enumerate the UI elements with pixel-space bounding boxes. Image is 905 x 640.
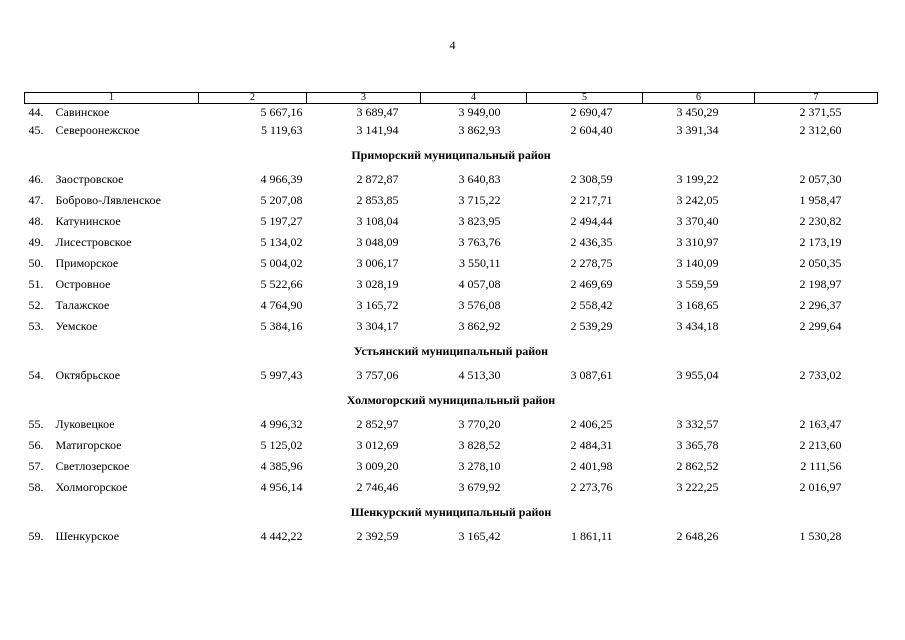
settlement-name: Уемское bbox=[55, 319, 98, 333]
value-cell-col-6: 3 222,25 bbox=[676, 480, 719, 494]
table-body bbox=[25, 104, 878, 548]
column-header: 2 bbox=[199, 93, 307, 104]
row-number: 53. bbox=[28, 319, 44, 333]
value-cell-col-6: 3 370,40 bbox=[676, 214, 719, 228]
value-cell-col-7: 2 371,55 bbox=[799, 105, 842, 119]
settlement-cell bbox=[25, 414, 199, 435]
data-table bbox=[24, 92, 878, 547]
settlement-cell bbox=[25, 232, 199, 253]
value-cell-col-7: 2 057,30 bbox=[799, 172, 842, 186]
settlement-cell bbox=[25, 295, 199, 316]
value-cell-col-2: 4 996,32 bbox=[260, 417, 303, 431]
value-cell-col-3: 3 304,17 bbox=[356, 319, 399, 333]
value-cell-col-2: 5 667,16 bbox=[260, 105, 303, 119]
settlement-name: Боброво-Лявленское bbox=[55, 193, 161, 207]
value-cell-col-3: 3 009,20 bbox=[356, 459, 399, 473]
value-cell-col-3: 2 853,85 bbox=[356, 193, 399, 207]
column-header: 7 bbox=[755, 93, 878, 104]
value-cell-col-6: 3 450,29 bbox=[676, 105, 719, 119]
table-row bbox=[25, 211, 878, 232]
row-number: 52. bbox=[28, 298, 44, 312]
value-cell-col-4: 3 763,76 bbox=[458, 235, 501, 249]
row-number: 55. bbox=[28, 417, 44, 431]
district-section-header bbox=[25, 498, 878, 526]
value-cell-col-7: 2 111,56 bbox=[800, 459, 842, 473]
value-cell-col-2: 5 522,66 bbox=[260, 277, 303, 291]
settlement-name: Луковецкое bbox=[55, 417, 115, 431]
row-number: 54. bbox=[28, 368, 44, 382]
table-row bbox=[25, 274, 878, 295]
settlement-cell bbox=[25, 120, 199, 141]
value-cell-col-6: 3 955,04 bbox=[676, 368, 719, 382]
value-cell-col-3: 3 165,72 bbox=[356, 298, 399, 312]
table-row bbox=[25, 190, 878, 211]
settlement-cell bbox=[25, 435, 199, 456]
district-title: Шенкурский муниципальный район bbox=[350, 505, 552, 519]
value-cell-col-7: 1 958,47 bbox=[799, 193, 842, 207]
district-title: Приморский муниципальный район bbox=[351, 148, 551, 162]
value-cell-col-5: 2 278,75 bbox=[570, 256, 613, 270]
value-cell-col-2: 5 134,02 bbox=[260, 235, 303, 249]
row-number: 44. bbox=[28, 105, 44, 119]
column-header: 1 bbox=[25, 93, 199, 104]
value-cell-col-3: 3 006,17 bbox=[356, 256, 399, 270]
settlement-cell bbox=[25, 274, 199, 295]
district-title: Холмогорский муниципальный район bbox=[346, 393, 556, 407]
value-cell-col-4: 3 165,42 bbox=[458, 529, 501, 543]
row-number: 56. bbox=[28, 438, 44, 452]
value-cell-col-3: 2 746,46 bbox=[356, 480, 399, 494]
value-cell-col-2: 4 966,39 bbox=[260, 172, 303, 186]
value-cell-col-6: 3 365,78 bbox=[676, 438, 719, 452]
value-cell-col-5: 2 308,59 bbox=[570, 172, 613, 186]
table-row bbox=[25, 365, 878, 386]
settlement-name: Лисестровское bbox=[55, 235, 132, 249]
value-cell-col-4: 4 513,30 bbox=[458, 368, 501, 382]
value-cell-col-3: 3 012,69 bbox=[356, 438, 399, 452]
value-cell-col-4: 3 679,92 bbox=[458, 480, 501, 494]
settlement-name: Матигорское bbox=[55, 438, 122, 452]
value-cell-col-3: 3 048,09 bbox=[356, 235, 399, 249]
value-cell-col-5: 2 469,69 bbox=[570, 277, 613, 291]
value-cell-col-5: 2 406,25 bbox=[570, 417, 613, 431]
table-row bbox=[25, 456, 878, 477]
value-cell-col-6: 3 332,57 bbox=[676, 417, 719, 431]
table-row bbox=[25, 169, 878, 190]
settlement-name: Островное bbox=[55, 277, 111, 291]
settlement-cell bbox=[25, 190, 199, 211]
value-cell-col-2: 5 384,16 bbox=[260, 319, 303, 333]
settlement-cell bbox=[25, 253, 199, 274]
district-section-header bbox=[25, 386, 878, 414]
settlement-name: Талажское bbox=[55, 298, 110, 312]
data-table-container bbox=[24, 92, 877, 547]
page-number: 4 bbox=[449, 38, 456, 52]
value-cell-col-4: 3 949,00 bbox=[458, 105, 501, 119]
value-cell-col-6: 3 168,65 bbox=[676, 298, 719, 312]
table-row bbox=[25, 526, 878, 547]
settlement-cell bbox=[25, 169, 199, 190]
value-cell-col-7: 2 312,60 bbox=[799, 123, 842, 137]
table-row bbox=[25, 104, 878, 121]
value-cell-col-4: 3 278,10 bbox=[458, 459, 501, 473]
value-cell-col-2: 4 442,22 bbox=[260, 529, 303, 543]
value-cell-col-5: 3 087,61 bbox=[570, 368, 613, 382]
value-cell-col-6: 2 648,26 bbox=[676, 529, 719, 543]
settlement-name: Савинское bbox=[55, 105, 110, 119]
value-cell-col-5: 2 558,42 bbox=[570, 298, 613, 312]
value-cell-col-6: 3 199,22 bbox=[676, 172, 719, 186]
value-cell-col-6: 3 434,18 bbox=[676, 319, 719, 333]
table-row bbox=[25, 295, 878, 316]
value-cell-col-7: 2 050,35 bbox=[799, 256, 842, 270]
settlement-cell bbox=[25, 477, 199, 498]
row-number: 45. bbox=[28, 123, 44, 137]
value-cell-col-4: 3 862,93 bbox=[458, 123, 501, 137]
value-cell-col-5: 2 604,40 bbox=[570, 123, 613, 137]
value-cell-col-4: 3 715,22 bbox=[458, 193, 501, 207]
value-cell-col-2: 4 764,90 bbox=[260, 298, 303, 312]
settlement-cell bbox=[25, 316, 199, 337]
value-cell-col-2: 5 197,27 bbox=[260, 214, 303, 228]
settlement-name: Октябрьское bbox=[55, 368, 121, 382]
settlement-name: Светлозерское bbox=[55, 459, 130, 473]
district-section-header bbox=[25, 337, 878, 365]
value-cell-col-7: 2 296,37 bbox=[799, 298, 842, 312]
value-cell-col-4: 3 576,08 bbox=[458, 298, 501, 312]
value-cell-col-7: 2 198,97 bbox=[799, 277, 842, 291]
value-cell-col-5: 2 436,35 bbox=[570, 235, 613, 249]
value-cell-col-7: 2 016,97 bbox=[799, 480, 842, 494]
settlement-cell bbox=[25, 211, 199, 232]
value-cell-col-4: 3 862,92 bbox=[458, 319, 501, 333]
value-cell-col-7: 2 173,19 bbox=[799, 235, 842, 249]
value-cell-col-2: 5 004,02 bbox=[260, 256, 303, 270]
column-header: 6 bbox=[643, 93, 755, 104]
settlement-name: Заостровское bbox=[55, 172, 124, 186]
settlement-cell bbox=[25, 104, 199, 121]
row-number: 50. bbox=[28, 256, 44, 270]
row-number: 48. bbox=[28, 214, 44, 228]
value-cell-col-7: 2 299,64 bbox=[799, 319, 842, 333]
value-cell-col-4: 3 823,95 bbox=[458, 214, 501, 228]
value-cell-col-2: 4 385,96 bbox=[260, 459, 303, 473]
value-cell-col-5: 2 539,29 bbox=[570, 319, 613, 333]
settlement-cell bbox=[25, 526, 199, 547]
table-row bbox=[25, 253, 878, 274]
value-cell-col-2: 5 997,43 bbox=[260, 368, 303, 382]
column-header: 5 bbox=[527, 93, 643, 104]
value-cell-col-3: 2 872,87 bbox=[356, 172, 399, 186]
table-row bbox=[25, 316, 878, 337]
value-cell-col-3: 3 689,47 bbox=[356, 105, 399, 119]
value-cell-col-5: 2 690,47 bbox=[570, 105, 613, 119]
value-cell-col-5: 1 861,11 bbox=[570, 529, 613, 543]
column-header: 4 bbox=[421, 93, 527, 104]
value-cell-col-7: 2 733,02 bbox=[799, 368, 842, 382]
value-cell-col-7: 1 530,28 bbox=[799, 529, 842, 543]
table-row bbox=[25, 477, 878, 498]
value-cell-col-4: 4 057,08 bbox=[458, 277, 501, 291]
table-row bbox=[25, 435, 878, 456]
value-cell-col-3: 3 108,04 bbox=[356, 214, 399, 228]
value-cell-col-6: 3 391,34 bbox=[676, 123, 719, 137]
table-row bbox=[25, 120, 878, 141]
settlement-name: Холмогорское bbox=[55, 480, 128, 494]
table-row bbox=[25, 232, 878, 253]
district-section-header bbox=[25, 141, 878, 169]
value-cell-col-7: 2 230,82 bbox=[799, 214, 842, 228]
table-row bbox=[25, 414, 878, 435]
column-header: 3 bbox=[307, 93, 421, 104]
value-cell-col-5: 2 494,44 bbox=[570, 214, 613, 228]
row-number: 58. bbox=[28, 480, 44, 494]
value-cell-col-6: 2 862,52 bbox=[676, 459, 719, 473]
row-number: 51. bbox=[28, 277, 44, 291]
value-cell-col-6: 3 310,97 bbox=[676, 235, 719, 249]
value-cell-col-2: 4 956,14 bbox=[260, 480, 303, 494]
settlement-name: Шенкурское bbox=[55, 529, 120, 543]
value-cell-col-2: 5 119,63 bbox=[260, 123, 303, 137]
row-number: 46. bbox=[28, 172, 44, 186]
value-cell-col-6: 3 559,59 bbox=[676, 277, 719, 291]
value-cell-col-3: 3 141,94 bbox=[356, 123, 399, 137]
value-cell-col-3: 2 392,59 bbox=[356, 529, 399, 543]
value-cell-col-2: 5 207,08 bbox=[260, 193, 303, 207]
value-cell-col-5: 2 273,76 bbox=[570, 480, 613, 494]
value-cell-col-7: 2 213,60 bbox=[799, 438, 842, 452]
value-cell-col-5: 2 217,71 bbox=[570, 193, 613, 207]
value-cell-col-2: 5 125,02 bbox=[260, 438, 303, 452]
value-cell-col-4: 3 770,20 bbox=[458, 417, 501, 431]
value-cell-col-6: 3 140,09 bbox=[676, 256, 719, 270]
value-cell-col-4: 3 828,52 bbox=[458, 438, 501, 452]
settlement-name: Катунинское bbox=[55, 214, 121, 228]
row-number: 49. bbox=[28, 235, 44, 249]
district-title: Устьянский муниципальный район bbox=[353, 344, 549, 358]
row-number: 59. bbox=[28, 529, 44, 543]
value-cell-col-3: 3 757,06 bbox=[356, 368, 399, 382]
value-cell-col-6: 3 242,05 bbox=[676, 193, 719, 207]
value-cell-col-3: 2 852,97 bbox=[356, 417, 399, 431]
settlement-name: Североонежское bbox=[55, 123, 140, 137]
value-cell-col-5: 2 484,31 bbox=[570, 438, 613, 452]
settlement-name: Приморское bbox=[55, 256, 119, 270]
settlement-cell bbox=[25, 365, 199, 386]
settlement-cell bbox=[25, 456, 199, 477]
value-cell-col-4: 3 640,83 bbox=[458, 172, 501, 186]
value-cell-col-5: 2 401,98 bbox=[570, 459, 613, 473]
value-cell-col-7: 2 163,47 bbox=[799, 417, 842, 431]
value-cell-col-3: 3 028,19 bbox=[356, 277, 399, 291]
row-number: 57. bbox=[28, 459, 44, 473]
value-cell-col-4: 3 550,11 bbox=[458, 256, 501, 270]
column-header-row bbox=[25, 93, 878, 104]
row-number: 47. bbox=[28, 193, 44, 207]
